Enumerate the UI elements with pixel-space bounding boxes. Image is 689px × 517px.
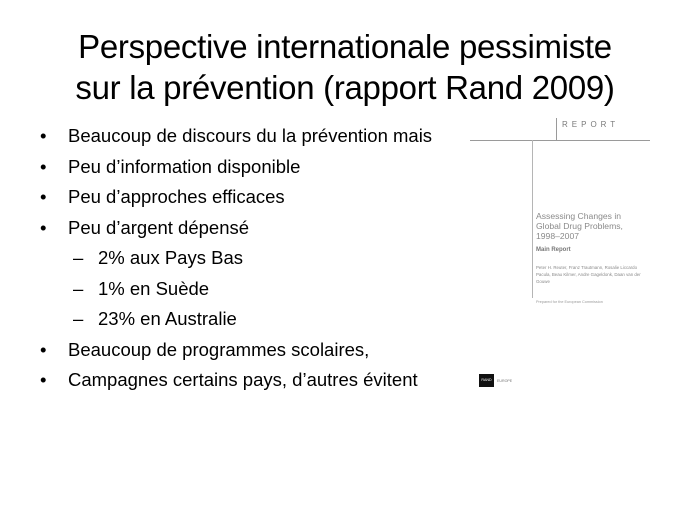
title-line-1: Perspective internationale pessimiste (78, 28, 612, 65)
sub-bullet-text: 2% aux Pays Bas (98, 247, 243, 268)
sub-bullet-marker: – (73, 277, 84, 299)
sub-bullet-marker: – (73, 308, 84, 329)
cover-report-label: REPORT (562, 120, 620, 129)
sub-bullet-marker: – (73, 247, 84, 268)
bullet-marker: • (40, 125, 47, 146)
bullet-text: Beaucoup de discours du la prévention mais (68, 125, 433, 146)
bullet-text: Campagnes certains pays, d’autres évitent (68, 369, 418, 390)
bullet-marker: • (40, 369, 47, 390)
bullet-item (38, 185, 458, 208)
sub-bullet-item (38, 246, 458, 269)
title-line-2: sur la prévention (rapport Rand 2009) (75, 69, 615, 106)
bullet-text: Beaucoup de programmes scolaires, (68, 338, 370, 360)
bullet-marker: • (40, 155, 47, 177)
bullet-item (38, 124, 458, 147)
bullet-marker: • (40, 338, 47, 360)
bullet-text: Peu d’information disponible (68, 155, 301, 177)
slide-title (20, 26, 670, 108)
bullet-item (38, 338, 458, 361)
sub-bullet-text: 23% en Australie (98, 308, 237, 329)
bullet-item (38, 216, 458, 239)
rand-logo: RAND (479, 374, 494, 387)
bullet-item (38, 368, 458, 391)
cover-rule (470, 140, 650, 141)
bullet-marker: • (40, 186, 47, 207)
cover-title: Assessing Changes in Global Drug Problems, 1998–2007 (536, 211, 623, 241)
rand-europe-label: EUROPE (497, 379, 513, 383)
bullet-text: Peu d’approches efficaces (68, 186, 285, 207)
sub-bullet-item (38, 277, 458, 300)
cover-prepared-for: Prepared for the European Commission (536, 300, 603, 304)
bullet-item (38, 155, 458, 178)
sub-bullet-text: 1% en Suède (98, 277, 210, 299)
cover-vertical-line (532, 140, 533, 298)
sub-bullet-item (38, 307, 458, 330)
bullet-text: Peu d’argent dépensé (68, 216, 250, 238)
bullet-list (38, 124, 458, 399)
cover-subtitle: Main Report (536, 247, 571, 253)
cover-divider (556, 118, 557, 140)
bullet-marker: • (40, 216, 47, 238)
report-cover-image (470, 112, 670, 402)
cover-authors: Peter H. Reuter, Franz Trautmann, Rosalie Liccardo Pacula, Beau Kilmer, Andre Gageldonk, Daan van der Gouwe (536, 265, 641, 284)
